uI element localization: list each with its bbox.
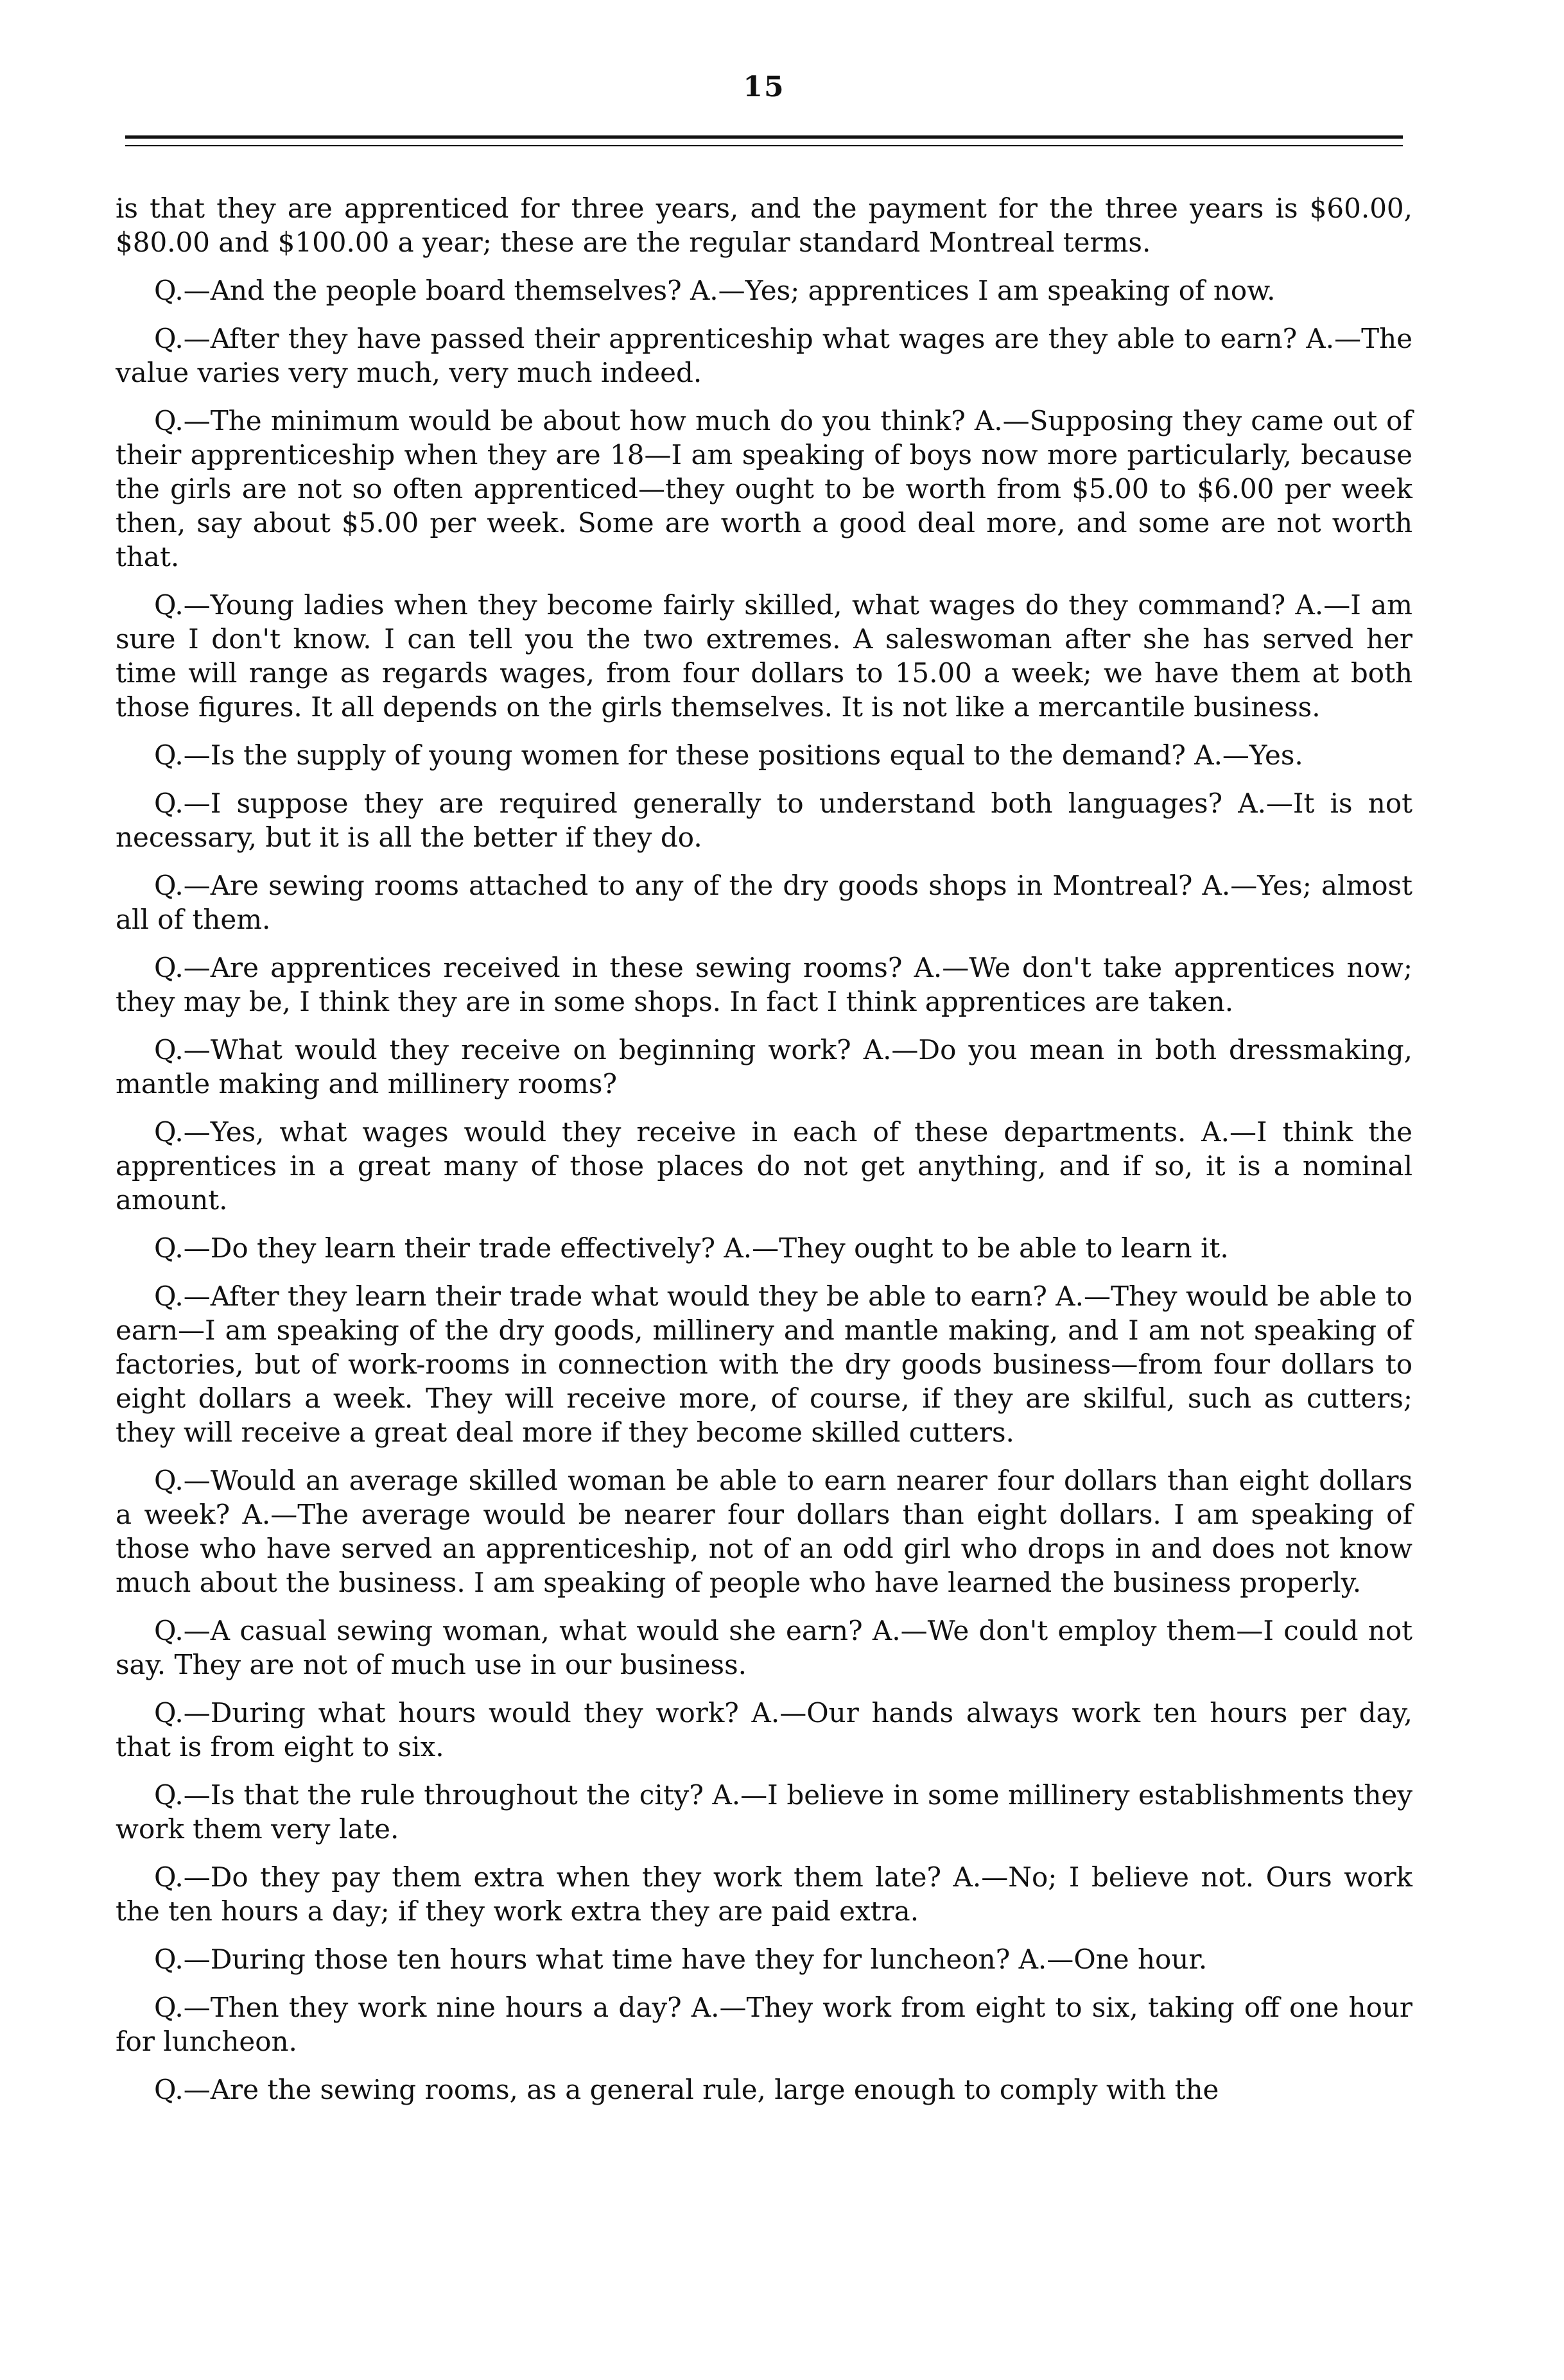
paragraph: Q.—What would they receive on beginning work? A.—Do you mean in both dressmaking, mantle making and millinery rooms?: [116, 1034, 1412, 1099]
paragraph: Q.—After they have passed their apprenticeship what wages are they able to earn? A.—The value varies very much, very much indeed.: [116, 323, 1412, 388]
paragraph: is that they are apprenticed for three years, and the payment for the three years is $60.00, $80.00 and $100.00 a year; these are the regular standard Montreal terms.: [116, 193, 1412, 258]
paragraph: Q.—Are sewing rooms attached to any of the dry goods shops in Montreal? A.—Yes; almost all of them.: [116, 870, 1412, 935]
document-page: [116, 71, 1412, 2121]
paragraph: Q.—Yes, what wages would they receive in each of these departments. A.—I think the apprentices in a great many of those places do not get anything, and if so, it is a nominal amount.: [116, 1116, 1412, 1216]
paragraph: Q.—Do they learn their trade effectively? A.—They ought to be able to learn it.: [154, 1232, 1229, 1264]
paragraph: Q.—I suppose they are required generally to understand both languages? A.—It is not necessary, but it is all the better if they do.: [116, 788, 1412, 853]
paragraph: Q.—During those ten hours what time have they for luncheon? A.—One hour.: [154, 1944, 1208, 1975]
body-text: [116, 191, 1412, 2107]
paragraph: Q.—Is that the rule throughout the city? A.—I believe in some millinery establishments they work them very late.: [116, 1779, 1412, 1845]
paragraph: Q.—The minimum would be about how much do you think? A.—Supposing they came out of their apprenticeship when they are 18—I am speaking of boys now more particularly, because the girls are not so often apprenticed—they ought to be worth from $5.00 to $6.00 per week then, say about $5.00 per week. Some are worth a good deal more, and some are not worth that.: [116, 405, 1412, 573]
paragraph: Q.—Are the sewing rooms, as a general rule, large enough to comply with the: [154, 2074, 1219, 2105]
paragraph: Q.—Are apprentices received in these sewing rooms? A.—We don't take apprentices now; they may be, I think they are in some shops. In fact I think apprentices are taken.: [116, 952, 1412, 1017]
paragraph: Q.—A casual sewing woman, what would she earn? A.—We don't employ them—I could not say. They are not of much use in our business.: [116, 1615, 1412, 1680]
page-number: 15: [743, 71, 785, 103]
paragraph: Q.—Do they pay them extra when they work them late? A.—No; I believe not. Ours work the ten hours a day; if they work extra they are paid extra.: [116, 1861, 1412, 1927]
paragraph: Q.—Young ladies when they become fairly skilled, what wages do they command? A.—I am sure I don't know. I can tell you the two extremes. A saleswoman after she has served her time will range as regards wages, from four dollars to 15.00 a week; we have them at both those figures. It all depends on the girls themselves. It is not like a mercantile business.: [116, 589, 1412, 723]
paragraph: Q.—And the people board themselves? A.—Yes; apprentices I am speaking of now.: [154, 275, 1276, 306]
paragraph: Q.—Would an average skilled woman be able to earn nearer four dollars than eight dollars a week? A.—The average would be nearer four dollars than eight dollars. I am speaking of those who have served an apprenticeship, not of an odd girl who drops in and does not know much about the business. I am speaking of people who have learned the business properly.: [116, 1465, 1412, 1598]
paragraph: Q.—Then they work nine hours a day? A.—They work from eight to six, taking off one hour for luncheon.: [116, 1992, 1412, 2057]
paragraph: Q.—After they learn their trade what would they be able to earn? A.—They would be able to earn—I am speaking of the dry goods, millinery and mantle making, and I am not speaking of factories, but of work-rooms in connection with the dry goods business—from four dollars to eight dollars a week. They will receive more, of course, if they are skilful, such as cutters; they will receive a great deal more if they become skilled cutters.: [116, 1281, 1412, 1448]
header-rule: [125, 135, 1403, 146]
paragraph: Q.—Is the supply of young women for these positions equal to the demand? A.—Yes.: [154, 739, 1303, 771]
paragraph: Q.—During what hours would they work? A.—Our hands always work ten hours per day, that is from eight to six.: [116, 1697, 1412, 1763]
